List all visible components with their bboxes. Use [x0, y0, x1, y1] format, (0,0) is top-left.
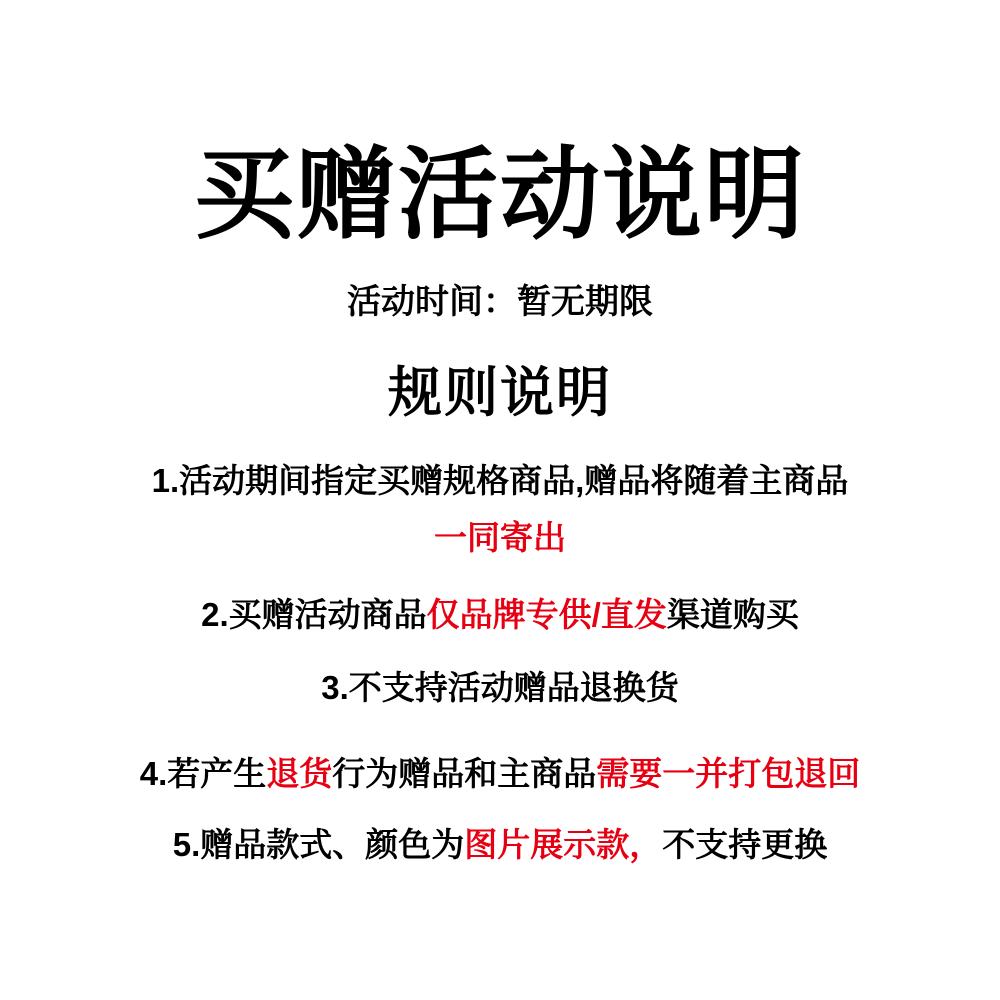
rule-item-4 — [0, 756, 1000, 792]
rule-item-1 — [0, 452, 1000, 566]
rule-text-highlight: 图片展示款， — [464, 826, 663, 863]
activity-time-text: 活动时间：暂无期限 — [347, 283, 653, 321]
rule-text-highlight: 仅品牌专供/直发 — [426, 596, 667, 633]
rule-text: 行为赠品和主商品 — [332, 755, 597, 792]
rule-text: 5.赠品款式、颜色为 — [172, 826, 465, 863]
rule-text: 2.买赠活动商品 — [201, 596, 427, 633]
rule-text: 渠道购买 — [666, 596, 799, 633]
rule-text-highlight: 需要一并打包退回 — [596, 755, 861, 792]
rule-item-2 — [0, 597, 1000, 633]
rule-item-3 — [0, 670, 1000, 706]
rule-text: 3.不支持活动赠品退换货 — [321, 669, 679, 706]
rule-text: 4.若产生 — [139, 755, 267, 792]
rule-text-highlight: 一同寄出 — [434, 519, 566, 556]
rule-item-5 — [0, 827, 1000, 863]
rule-text: 1.活动期间指定买赠规格商品,赠品将随着主商品 — [151, 462, 849, 499]
rules-heading: 规则说明 — [388, 363, 612, 423]
rule-text: 不支持更换 — [662, 826, 828, 863]
page-title: 买赠活动说明 — [194, 139, 806, 251]
rule-text-highlight: 退货 — [266, 755, 333, 792]
